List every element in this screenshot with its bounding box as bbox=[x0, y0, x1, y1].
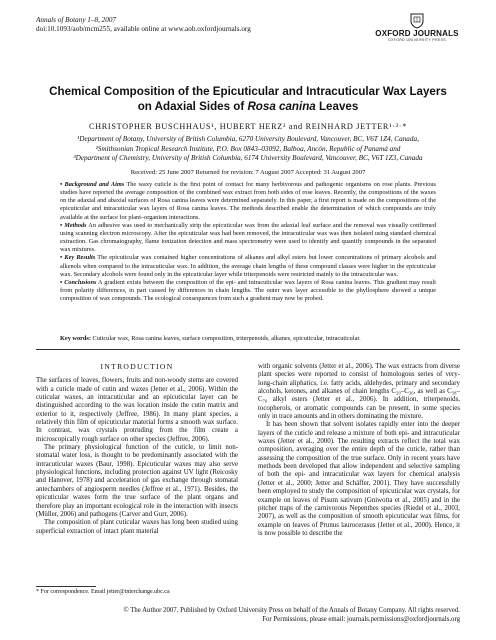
right-column bbox=[258, 363, 460, 538]
body-paragraph: The composition of plant cuticular waxes has long been studied using superficial extraction of intact plant material bbox=[36, 519, 238, 535]
body-paragraph: The surfaces of leaves, flowers, fruits and non-woody stems are covered with a cuticle made of cutin and waxes (Jetter et al., 2006). Within the cuticular waxes, an intracuticular and an epicuticular layer can be distinguished according to the wax location inside the cutin matrix and exterior to it, respectively (Jeffree, 1986). In many plant species, a relatively thin film of epicuticular material forms a smooth wax surface. In contrast, wax crystals protruding from the film create a microscopically rough surface on other species (Jeffree, 2006). bbox=[36, 377, 238, 443]
affiliation-2: ²Smithsonian Tropical Research Institute, P.O. Box 0843–03092, Balboa, Ancón, Republic of Panamá and bbox=[95, 144, 401, 153]
logo-text: OXFORD JOURNALS bbox=[375, 29, 459, 38]
author-list: CHRISTOPHER BUSCHHAUS¹, HUBERT HERZ² and REINHARD JETTER¹·³·* bbox=[88, 122, 408, 131]
keywords: Key words: Cuticular wax, Rosa canina leaves, surface composition, triterpenoids, alkanes, epicuticular, intracuticular. bbox=[60, 335, 361, 342]
title-line-2: on Adaxial Sides of Rosa canina Leaves bbox=[137, 100, 359, 113]
journal-citation: Annals of Botany 1–8, 2007 bbox=[36, 16, 117, 24]
logo-subtext: OXFORD UNIVERSITY PRESS bbox=[388, 38, 446, 42]
body-paragraph: The primary physiological function of the cuticle, to limit non-stomatal water loss, is thought to be predominantly associated with the intracuticular waxes (Baur, 1998). Epicuticular waxes may also serve physiological functions, including protection against UV light (Reicosky and Hanover, 1978) and acceleration of gas exchange through stomatal antechambers of angiosperm needles (Jeffree et al., 1971). Besides, the epicuticular waxes form the true surface of the plant organs and therefore play an important ecological role in the interaction with insects (Müller, 2006) and pathogens (Carver and Gurr, 2006). bbox=[36, 444, 238, 518]
abstract-background: • Background and Aims The waxy cuticle is the first point of contact for many herbivorous and pathogenic organisms on rose plants. Previous studies have reported the average composition of the combined wax extract from both sides of rose leaves. Recently, the compositions of the waxes on the adaxial and abaxial surfaces of Rosa canina leaves were determined separately. In this paper, a first report is made on the compositions of the epicuticular and intracuticular wax layers of Rosa canina leaves. The methods described enable the determination of which compounds are truly available at the surface for plant–organism interactions. bbox=[60, 181, 436, 221]
affiliations bbox=[30, 135, 466, 164]
left-column bbox=[36, 363, 238, 536]
title-line-1: Chemical Composition of the Epicuticular and Intracuticular Wax Layers bbox=[49, 85, 447, 98]
section-heading: INTRODUCTION bbox=[100, 362, 174, 371]
abstract-methods: • Methods An adhesive was used to mechanically strip the epicuticular wax from the adaxial leaf surface and the removal was visually confirmed using scanning electron microscopy. After the epicuticular wax had been removed, the intracuticular wax was then isolated using standard chemical extraction. Gas chromatography, flame ionization detection and mass spectrometry were used to identify and quantify compounds in the separated wax mixtures. bbox=[60, 221, 437, 254]
abstract bbox=[60, 181, 436, 303]
copyright-line: © The Author 2007. Published by Oxford University Press on behalf of the Annals of Botany Company. All rights reserved. bbox=[123, 607, 460, 614]
received-dates: Received: 25 June 2007 Returned for revision: 7 August 2007 Accepted: 31 August 2007 bbox=[130, 169, 366, 176]
copyright-notice bbox=[36, 606, 460, 624]
body-paragraph: with organic solvents (Jetter et al., 2006). The wax extracts from diverse plant species were reported to consist of homologous series of very-long-chain aliphatics, i.e. fatty acids, aldehydes, primary and secondary alcohols, ketones, and alkanes of chain lengths C₂₀–C₃₆, as well as C₃₈–C₇₀ alkyl esters (Jetter et al., 2006). In addition, triterpenoids, tocopherols, or aromatic compounds can be present, in some species only in trace amounts and in others dominating the mixture. bbox=[258, 363, 460, 421]
doi-line: doi:10.1093/aob/mcm255, available online at www.aob.oxfordjournals.org bbox=[36, 25, 251, 33]
abstract-conclusions: • Conclusions A gradient exists between the composition of the epi- and intracuticular wax layers of Rosa canina leaves. This gradient may result from polarity differences, in part caused by differences in chain lengths. The outer wax layer accessible to the phyllosphere showed a unique composition of wax compounds. The ecological consequences from such a gradient may now be probed. bbox=[60, 278, 436, 303]
body-paragraph: It has been shown that solvent isolates rapidly enter into the deeper layers of the cuticle and release a mixture of both epi- and intracuticular waxes (Jetter et al., 2000). The resulting extracts reflect the total wax composition, averaging over the entire depth of the cuticle, rather than assessing the composition of the true surface. Only in recent years have methods been developed that allow independent and selective sampling of both the epi- and intracuticular wax layers for chemical analysis (Jetter et al., 2000; Jetter and Schäffer, 2001). They have successfully been employed to study the composition of epicuticular wax crystals, for example on leaves of Pisum sativum (Gniwotta et al., 2005) and in the pitcher traps of the carnivorous Nepenthes species (Riedel et al., 2003, 2007), as well as the composition of smooth epicuticular wax films, for example on leaves of Prunus laurocerasus (Jetter et al., 2000). Hence, it is now possible to describe the bbox=[258, 421, 460, 537]
section-divider bbox=[36, 349, 460, 350]
correspondence-footnote: * For correspondence. Email jetter@interchange.ubc.ca bbox=[36, 589, 170, 595]
crest-icon bbox=[409, 12, 425, 29]
affiliation-3: ³Department of Chemistry, University of British Columbia, 6174 University Boulevard, Vancouver, BC, V6T 1Z3, Canada bbox=[73, 154, 423, 163]
paper-title bbox=[36, 84, 460, 114]
permissions-line: For Permissions, please email: journals.permissions@oxfordjournals.org bbox=[262, 616, 460, 623]
oxford-journals-logo bbox=[374, 12, 460, 43]
abstract-results: • Key Results The epicuticular wax contained higher concentrations of alkanes and alkyl esters but lower concentrations of primary alcohols and alkenols when compared to the intracuticular wax. In addition, the average chain lengths of these compound classes were higher in the epicuticular wax. Secondary alcohols were found only in the epicuticular layer while triterpenoids were restricted mainly to the intracuticular wax. bbox=[60, 254, 436, 278]
affiliation-1: ¹Department of Botany, University of British Columbia, 6270 University Boulevard, Vancouver, BC, V6T 1Z4, Canada, bbox=[77, 135, 419, 143]
footnote-rule bbox=[36, 586, 96, 587]
